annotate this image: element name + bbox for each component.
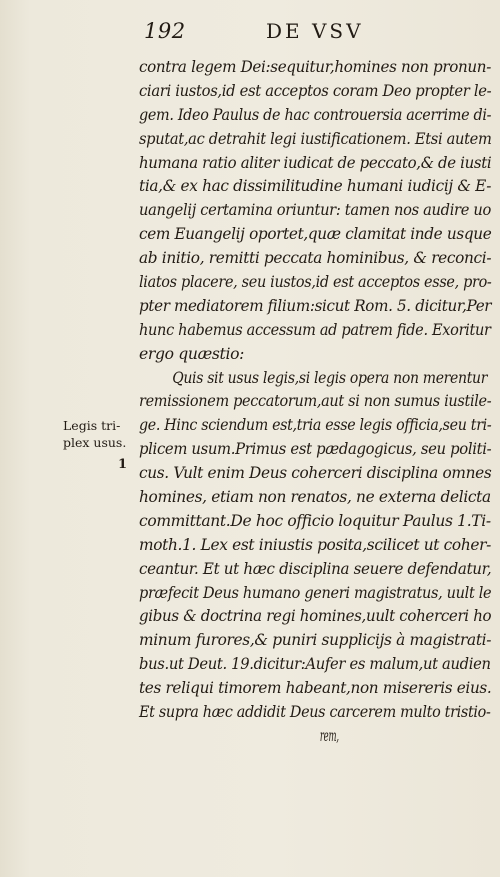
text-line: rem,: [319, 726, 339, 745]
text-line: cus. Vult enim Deus coherceri disciplina omnes: [139, 464, 492, 483]
text-line: uangelij certamina oriuntur: tamen nos audire uo: [139, 201, 491, 220]
text-line: gem. Ideo Paulus de hac controuersia acerrime di-: [139, 105, 492, 124]
text-line: ceantur. Et ut hæc disciplina seuere defendatur,: [139, 559, 492, 578]
text-line: ciari iustos,id est acceptos coram Deo propter le-: [139, 81, 492, 100]
text-line: remissionem peccatorum,aut si non sumus iustile-: [139, 392, 492, 411]
text-line: tia,& ex hac dissimilitudine humani iudicij & E-: [139, 177, 492, 196]
margin-note-line: plex usus.: [63, 435, 127, 450]
text-line: Quis sit usus legis,si legis opera non merentur: [172, 368, 488, 387]
page-number: 192: [144, 19, 186, 43]
text-line: tes reliqui timorem habeant,non misereris eius.: [139, 679, 492, 698]
text-line: minum furores,& puniri supplicijs à magistrati-: [139, 631, 492, 650]
text-line: plicem usum.Primus est pædagogicus, seu politi-: [139, 440, 492, 459]
text-line: ab initio, remitti peccata hominibus, & reconci-: [139, 249, 492, 268]
body-text: [139, 56, 491, 749]
text-line: ergo quæstio:: [139, 344, 245, 363]
text-line: homines, etiam non renatos, ne externa delicta: [139, 488, 491, 507]
running-head: DE VSV: [266, 19, 364, 43]
text-line: contra legem Dei:sequitur,homines non pronun-: [139, 58, 491, 76]
text-line: ge. Hinc sciendum est,tria esse legis officia,seu tri-: [139, 416, 492, 435]
page-header: [0, 19, 500, 47]
text-line: committant.De hoc officio loquitur Paulus 1.Ti-: [139, 511, 491, 530]
text-line: hunc habemus accessum ad patrem fide. Exoritur: [139, 320, 491, 339]
text-line: humana ratio aliter iudicat de peccato,& de iusti: [139, 153, 492, 172]
margin-marker: 1: [118, 457, 128, 472]
text-line: præfecit Deus humano generi magistratus, uult le: [139, 583, 492, 602]
text-line: cem Euangelij oportet,quæ clamitat inde usque: [139, 225, 492, 244]
text-line: Et supra hæc addidit Deus carcerem multo tristio-: [139, 703, 491, 722]
text-line: pter mediatorem filium:sicut Rom. 5. dicitur,Per: [139, 296, 492, 315]
text-line: moth.1. Lex est iniustis posita,scilicet ut coher-: [139, 535, 492, 554]
text-line: sputat,ac detrahit legi iustificationem. Etsi autem: [139, 129, 492, 148]
text-line: gibus & doctrina regi homines,uult coherceri ho: [139, 607, 492, 626]
margin-note-line: Legis tri-: [63, 418, 121, 433]
text-line: liatos placere, seu iustos,id est acceptos esse, pro-: [139, 273, 492, 292]
text-line: bus.ut Deut. 19.dicitur:Aufer es malum,ut audien: [139, 655, 491, 674]
